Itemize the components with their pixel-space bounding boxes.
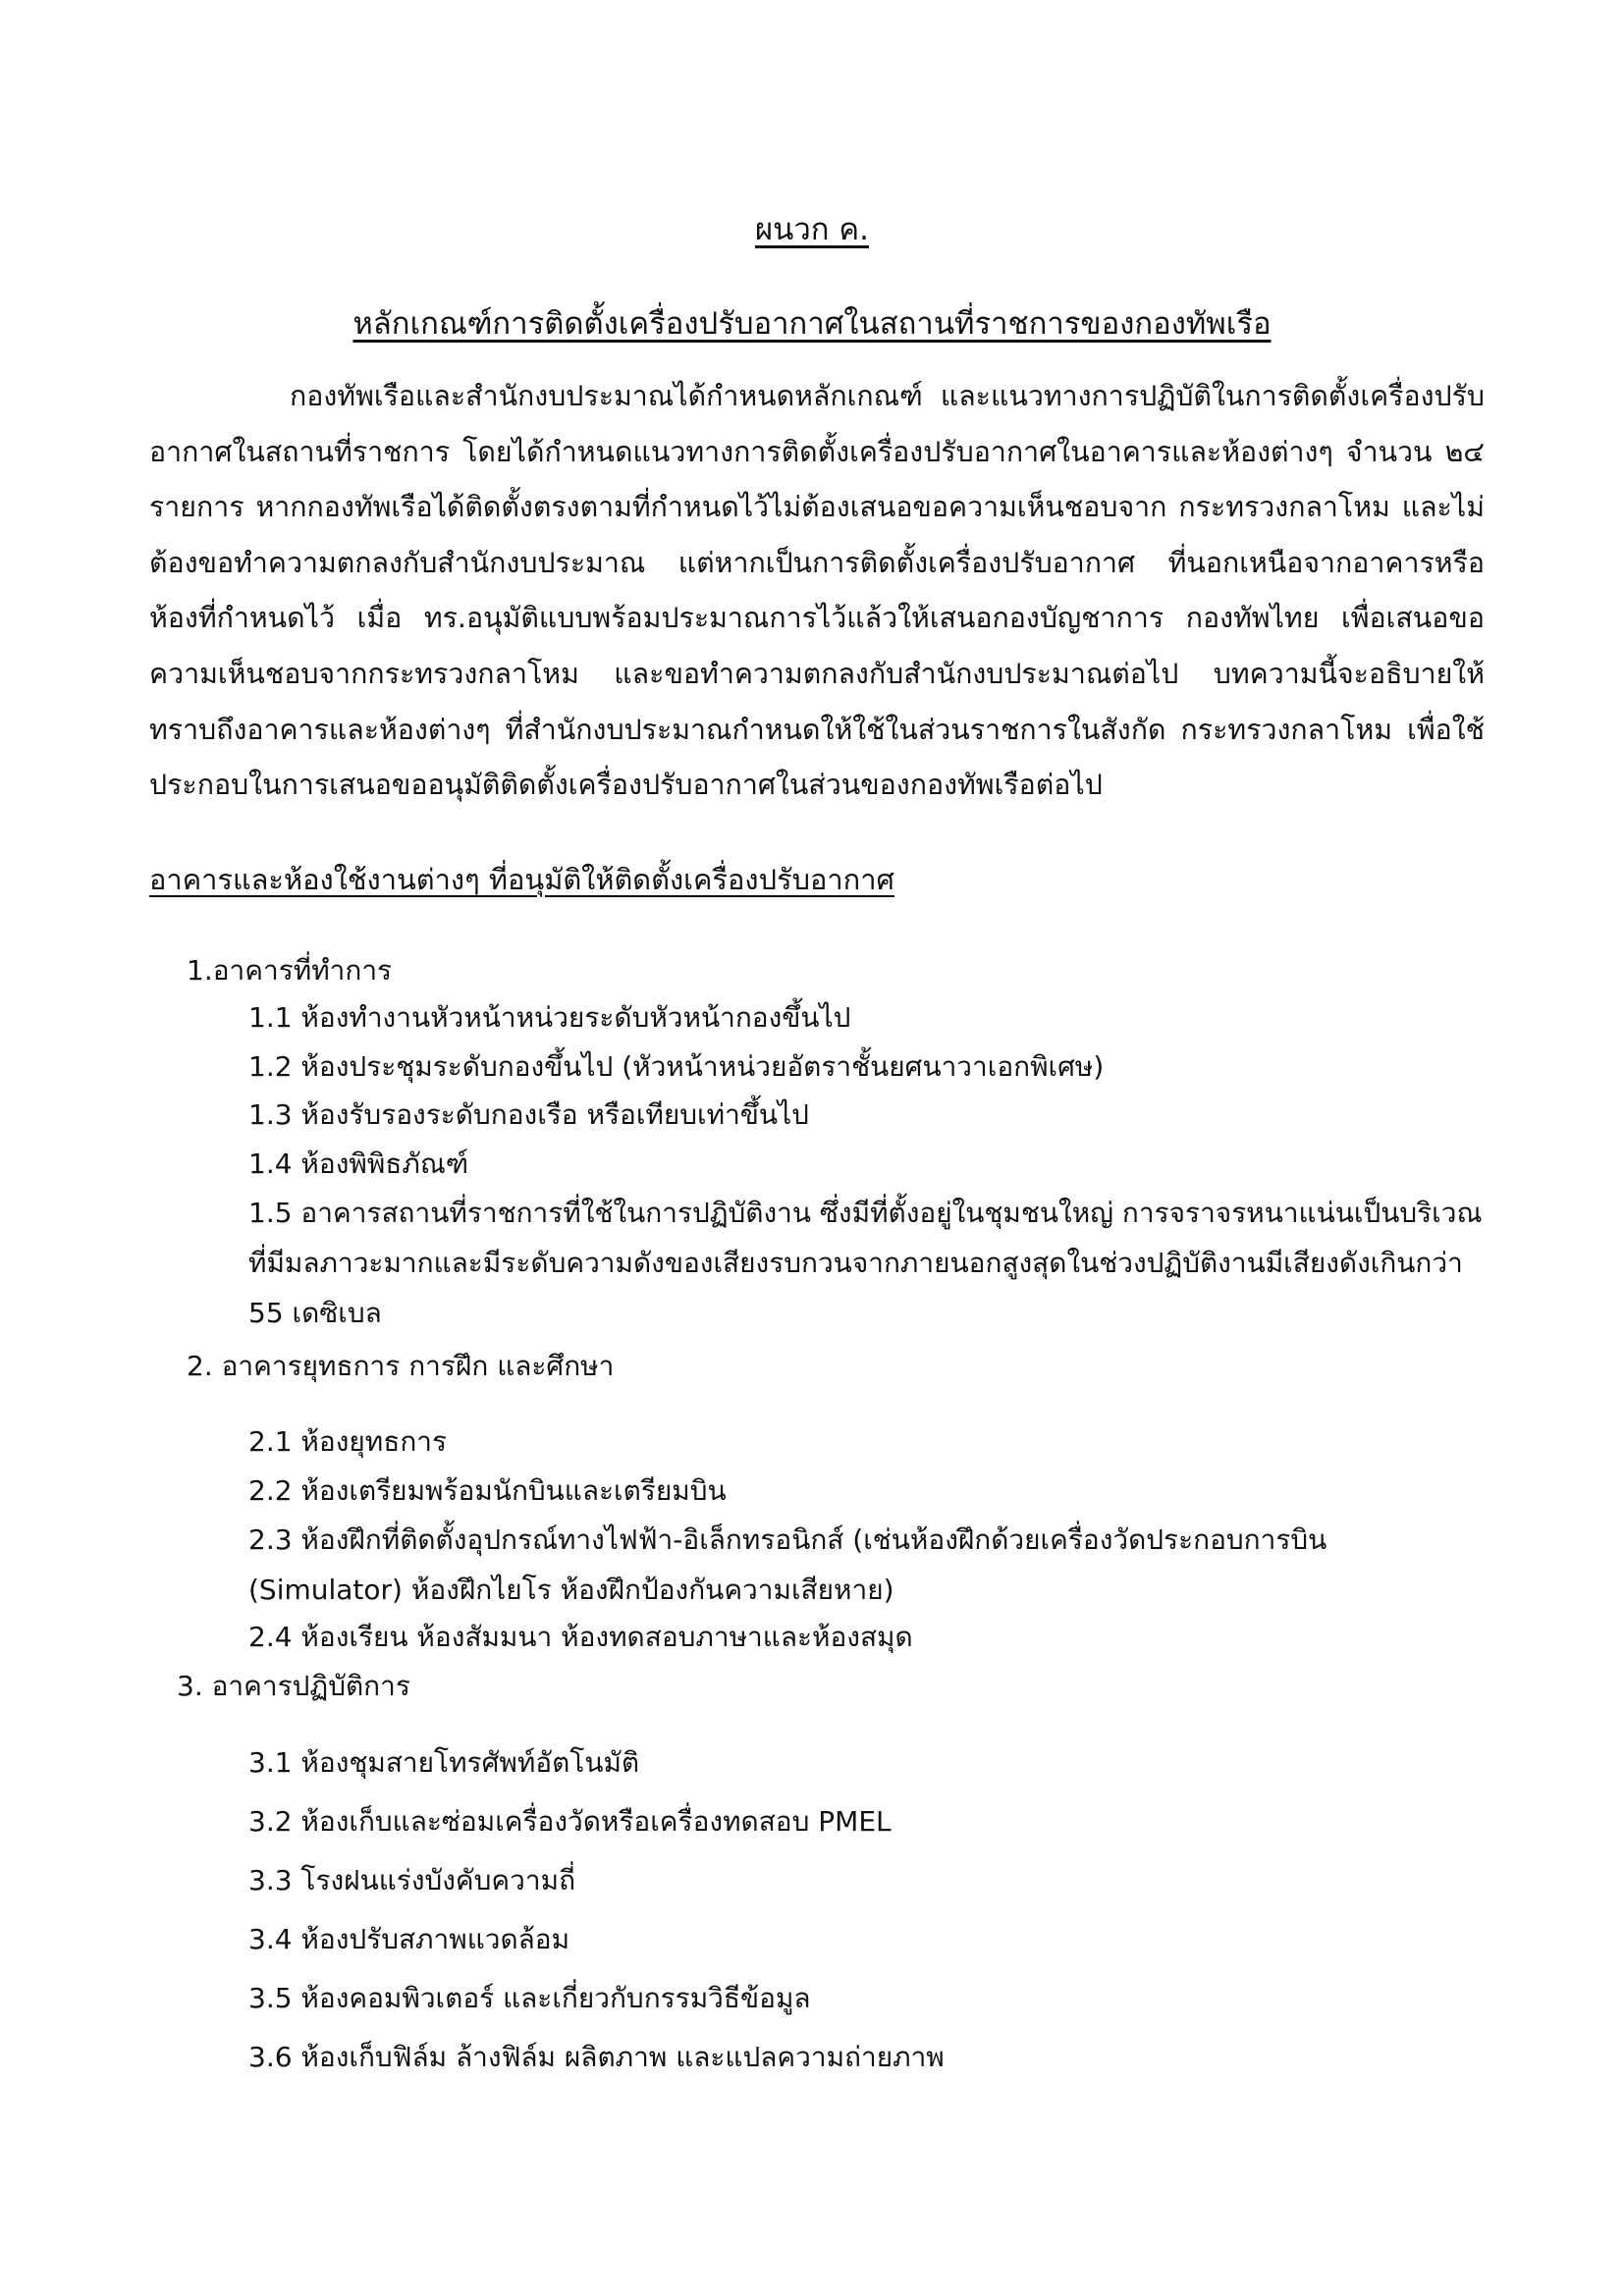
list-item: 3.2 ห้องเก็บและซ่อมเครื่องวัดหรือเครื่องทดสอบ PMEL [248, 1805, 892, 1838]
list-item: 2.2 ห้องเตรียมพร้อมนักบินและเตรียมบิน [248, 1474, 727, 1507]
page-subtitle: หลักเกณฑ์การติดตั้งเครื่องปรับอากาศในสถานที่ราชการของกองทัพเรือ [352, 306, 1272, 342]
list-item: 3.1 ห้องชุมสายโทรศัพท์อัตโนมัติ [248, 1746, 640, 1779]
section-title: อาคารและห้องใช้งานต่างๆ ที่อนุมัติให้ติดตั้งเครื่องปรับอากาศ [149, 863, 894, 896]
list-item: 1.1 ห้องทำงานหัวหน้าหน่วยระดับหัวหน้ากองขึ้นไป [248, 1001, 851, 1034]
category-heading: 2. อาคารยุทธการ การฝึก และศึกษา [187, 1350, 615, 1382]
list-item: 3.4 ห้องปรับสภาพแวดล้อม [248, 1923, 570, 1955]
list-item: 1.3 ห้องรับรองระดับกองเรือ หรือเทียบเท่าขึ้นไป [248, 1098, 809, 1131]
list-item: 3.3 โรงฝนแร่งบังคับความถี่ [248, 1864, 576, 1896]
list-item: 3.6 ห้องเก็บฟิล์ม ล้างฟิล์ม ผลิตภาพ และแปลความถ่ายภาพ [248, 2041, 945, 2073]
page-title: ผนวก ค. [755, 212, 869, 247]
list-item: 1.4 ห้องพิพิธภัณฑ์ [248, 1148, 469, 1180]
list-item: 2.3 ห้องฝึกที่ติดตั้งอุปกรณ์ทางไฟฟ้า-อิเล็กทรอนิกส์ (เช่นห้องฝึกด้วยเครื่องวัดประกอบการบิน (Simulator) ห้องฝึกไยโร ห้องฝึกป้องกันความเสียหาย) [248, 1523, 1327, 1606]
list-item: 1.2 ห้องประชุมระดับกองขึ้นไป (หัวหน้าหน่วยอัตราชั้นยศนาวาเอกพิเศษ) [248, 1050, 1105, 1083]
list-item: 2.4 ห้องเรียน ห้องสัมมนา ห้องทดสอบภาษาและห้องสมุด [248, 1621, 913, 1653]
list-item: 3.5 ห้องคอมพิวเตอร์ และเกี่ยวกับกรรมวิธีข้อมูล [248, 1982, 811, 2014]
intro-paragraph: กองทัพเรือและสำนักงบประมาณได้กำหนดหลักเกณฑ์ และแนวทางการปฏิบัติในการติดตั้งเครื่องปรับอากาศในสถานที่ราชการ โดยได้กำหนดแนวทางการติดตั้งเครื่องปรับอากาศในอาคารและห้องต่างๆ จำนวน ๒๔ รายการ หากกองทัพเรือได้ติดตั้งตรงตามที่กำหนดไว้ไม่ต้องเสนอขอความเห็นชอบจาก กระทรวงกลาโหม และไม่ต้องขอทำความตกลงกับสำนักงบประมาณ แต่หากเป็นการติดตั้งเครื่องปรับอากาศ ที่นอกเหนือจากอาคารหรือห้องที่กำหนดไว้ เมื่อ ทร.อนุมัติแบบพร้อมประมาณการไว้แล้วให้เสนอกองบัญชาการ กองทัพไทย เพื่อเสนอขอความเห็นชอบจากกระทรวงกลาโหม และขอทำความตกลงกับสำนักงบประมาณต่อไป บทความนี้จะอธิบายให้ทราบถึงอาคารและห้องต่างๆ ที่สำนักงบประมาณกำหนดให้ใช้ในส่วนราชการในสังกัด กระทรวงกลาโหม เพื่อใช้ประกอบในการเสนอขออนุมัติติดตั้งเครื่องปรับอากาศในส่วนของกองทัพเรือต่อไป [149, 380, 1485, 802]
list-item: 1.5 อาคารสถานที่ราชการที่ใช้ในการปฏิบัติงาน ซึ่งมีที่ตั้งอยู่ในชุมชนใหญ่ การจราจรหนาแน่นเป็นบริเวณที่มีมลภาวะมากและมีระดับความดังของเสียงรบกวนจากภายนอกสูงสุดในช่วงปฏิบัติงานมีเสียงดังเกินกว่า 55 เดซิเบล [248, 1197, 1483, 1329]
category-heading: 3. อาคารปฏิบัติการ [177, 1670, 410, 1702]
list-item: 2.1 ห้องยุทธการ [248, 1425, 448, 1458]
category-heading: 1.อาคารที่ทำการ [187, 954, 393, 987]
